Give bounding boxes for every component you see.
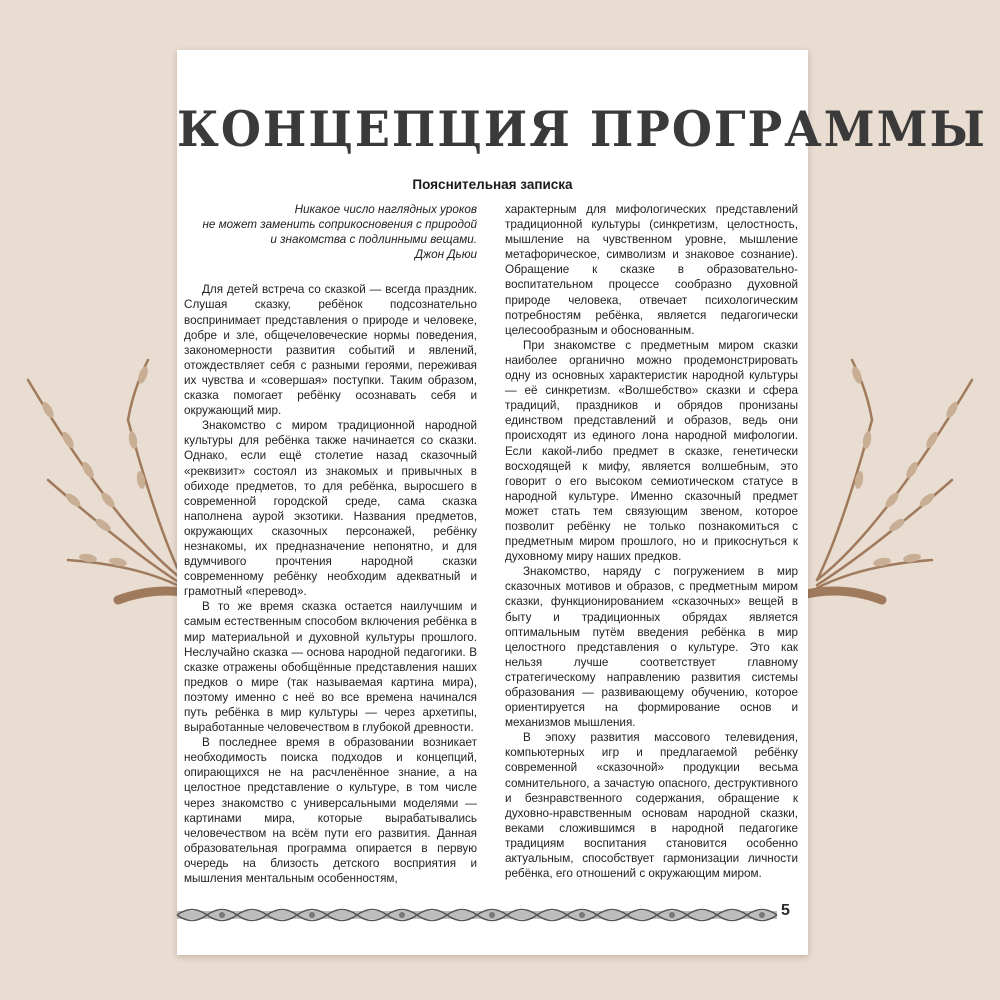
epigraph (184, 202, 477, 262)
paragraph: Для детей встреча со сказкой — всегда праздник. Слушая сказку, ребёнок подсознательно воспринимает представления о природе и человеке, добре и зле, общечеловеческие нормы поведения, закономерности развития событий и явлений, отождествляет себя с разными героями, переживая их чувства и «совершая» поступки. Таким образом, сказка помогает ребёнку осознавать себя и окружающий мир. (184, 283, 477, 418)
epigraph-line: Никакое число наглядных уроков (294, 203, 477, 216)
section-subtitle: Пояснительная записка (412, 177, 573, 192)
epigraph-line: и знакомства с подлинными вещами. (270, 233, 477, 247)
book-page (177, 50, 987, 955)
paragraph: характерным для мифологических представлений традиционной культуры (синкретизм, целостность, мышление на чувственном уровне, мышление метафорическое, символизм и знаковое сознание). Обращение к сказке в образовательно-воспитательном процессе сообразно духовной природе человека, отвечает психологическим потребностям ребёнка, является педагогически целесообразным и обоснованным. (505, 203, 798, 337)
paragraph: В эпоху развития массового телевидения, компьютерных игр и предлагаемой ребёнку современной «сказочной» продукции весьма сомнительного, а зачастую опасного, деструктивного и безнравственного содержания, обращение к духовно-нравственным основам народной сказки, веками сложившимся в народной педагогике традициям воспитания становится особенно актуальным, способствует гармонизации личности ребёнка, его отношений с окружающим миром. (505, 731, 798, 881)
epigraph-line: не может заменить соприкосновения с природой (202, 218, 477, 232)
paragraph: Знакомство, наряду с погружением в мир сказочных мотивов и образов, с предметным миром сказки, функционированием «сказочных» вещей в быту и традиционных обрядах является оптимальным путём введения ребёнка в мир целостного представления о культуре. Это как нельзя лучше соответствует главному стратегическому направлению развития системы образования — развивающему обучению, которое ориентируется на формирование основ и механизмов мышления. (505, 565, 798, 730)
left-column (184, 202, 477, 886)
paragraph: В то же время сказка остается наилучшим и самым естественным способом включения ребёнка в мир материальной и духовной культуры прошлого. Неслучайно сказка — основа народной педагогики. В сказке отражены обобщённые представления наших предков о мире (так называемая картина мира), поэтому именно с неё во все времена начинался путь ребёнка в мир культуры — через архетипы, выработанные человечеством в глубокой древности. (184, 600, 477, 735)
willow-branch-right (802, 330, 992, 630)
ornament-border (177, 902, 777, 928)
page-title: КОНЦЕПЦИЯ ПРОГРАММЫ (177, 100, 987, 158)
paragraph: В последнее время в образовании возникает необходимость поиска подходов и концепций, опирающихся не на расчленённое знание, а на целостное представление о культуре, в том числе через знакомство с универсальными моделями — картинами мира, которые вырабатывались человечеством на всём пути его развития. Данная образовательная программа опирается в первую очередь на близость детского восприятия и мышления ментальным особенностям, (184, 736, 477, 886)
epigraph-author: Джон Дьюи (414, 248, 477, 262)
paragraph: Знакомство с миром традиционной народной культуры для ребёнка также начинается со сказки. Однако, если ещё столетие назад сказочный «реквизит» состоял из знакомых и привычных в обиходе предметов, то для ребёнка, выросшего в современной городской среде, сама сказка наполнена аурой экзотики. Названия предметов, окружающих сказочных персонажей, ребёнку незнакомы, их предназначение непонятно, и для вдумчивого прочтения народной сказки современному ребёнку необходим адекватный и грамотный «перевод». (184, 419, 477, 599)
page-number: 5 (781, 902, 790, 919)
willow-branch-left (8, 330, 198, 630)
paragraph: При знакомстве с предметным миром сказки наиболее органично можно продемонстрировать одну из основных характеристик народной культуры — её синкретизм. «Волшебство» сказки и сфера традиций, праздников и обрядов пронизаны единством представлений и образов, ведь они происходят из единого лона народной мифологии. Если какой-либо предмет в сказке, генетически восходящей к мифу, является волшебным, это говорит о его высоком семиотическом статусе в народной культуре. Именно сказочный предмет может стать тем связующим звеном, которое позволит ребёнку не только познакомиться с предметным миром прошлого, но и прикоснуться к духовному миру наших предков. (505, 338, 798, 564)
right-column (505, 202, 798, 881)
